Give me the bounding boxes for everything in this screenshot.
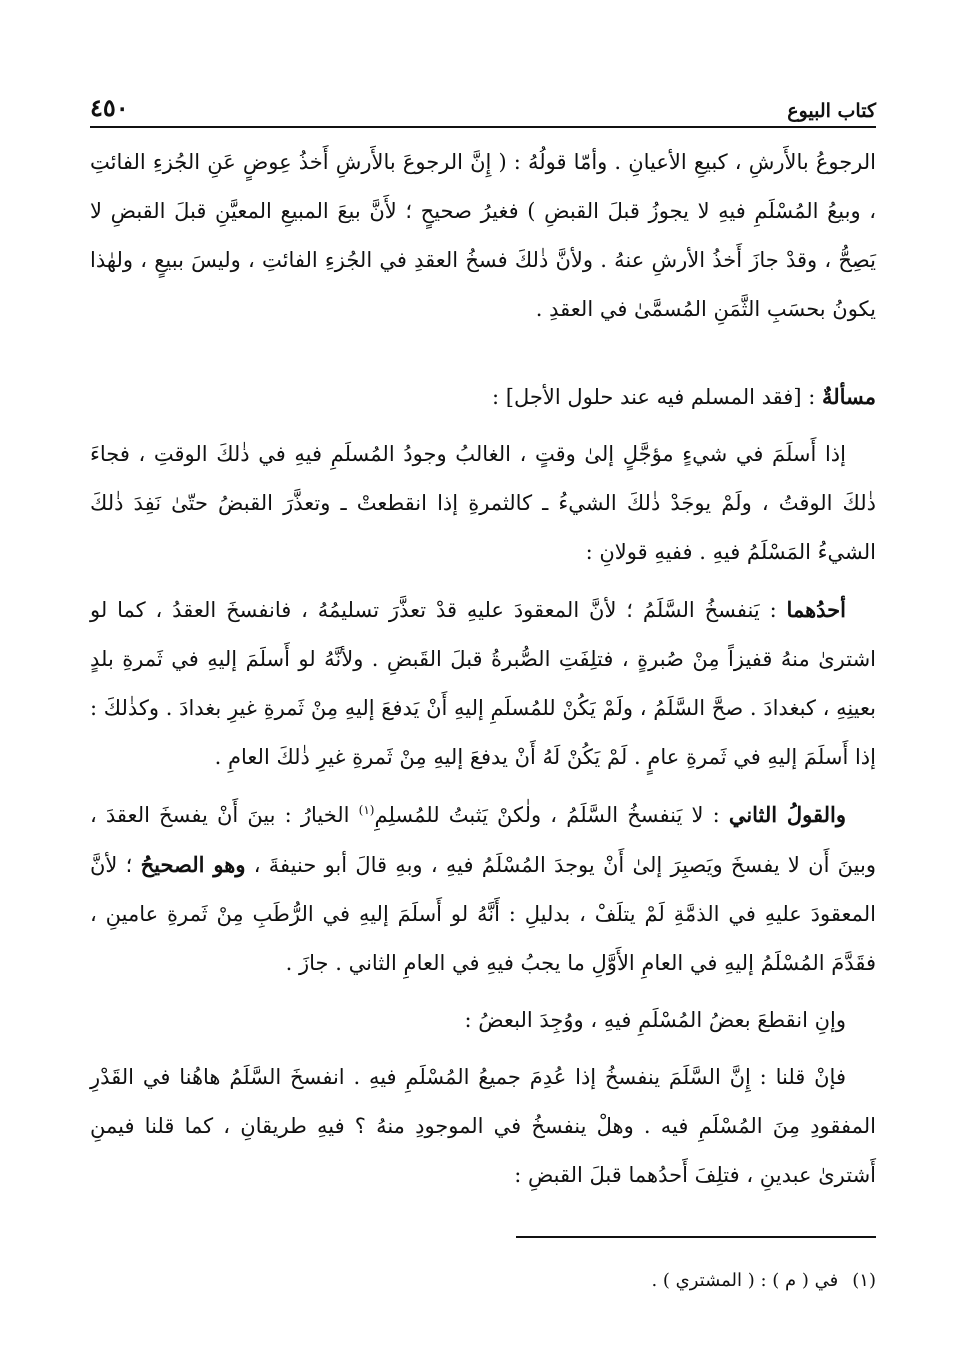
paragraph-arsh: الرجوعُ بالأَرشِ ، كبيعِ الأعيانِ . وأمّا قولُهُ : ( إِنَّ الرجوعَ بالأَرشِ أَخذُ عِوضٍ عَنِ الجُزءِ الفائتِ ، وبيعُ المُسْلَمِ فيهِ لا يجوزُ قبلَ القبضِ ) فغيرُ صحيحٍ ؛ لأَنَّ بيعَ المبيعِ المعيَّنِ قبلَ القبضِ لا يَصِحُّ ، وقدْ جازَ أَخذُ الأرشِ عنهُ . ولأنَّ ذٰلكَ فسخُ العقدِ في الجُزءِ الفائتِ ، وليسَ ببيعٍ ، ولهٰذا يكونُ بحسَبِ الثَّمَنِ المُسمَّىٰ في العقدِ . bbox=[90, 150, 876, 321]
paragraph-partial-loss-ruling: فإنْ قلنا : إِنَّ السَّلَمَ ينفسخُ إذا عُدِمَ جميعُ المُسْلَمِ فيهِ . انفسخَ السَّلَمُ هاهُنا في القَدْرِ المفقودِ مِنَ المُسْلَمِ فيه . وهلْ ينفسخُ في الموجودِ منهُ ؟ فيهِ طريقانِ ، كما قلنا فيمنِ أَشترىٰ عبدينِ ، فتلِفَ أَحدُهما قبلَ القبضِ : bbox=[90, 1065, 876, 1187]
footnote bbox=[90, 1266, 876, 1296]
book-title: كتاب البيوع bbox=[787, 100, 876, 122]
second-opinion-text-a: : لا يَنفسخُ السَّلَمُ ، ولٰكنْ يَثبتُ للمُسلِمِ bbox=[374, 803, 729, 827]
second-opinion-text-b: الخيارُ : بينَ أَنْ يفسخَ العقدَ ، وبينَ أَن لا يفسخَ ويَصبِرَ إلىٰ أَنْ يوجدَ المُسْلَمُ فيهِ ، وبهِ قالَ أبو حنيفةَ ، bbox=[90, 803, 876, 877]
masala-heading bbox=[90, 372, 876, 422]
book-page bbox=[90, 86, 876, 1346]
page-body bbox=[90, 138, 876, 1200]
paragraph-masala-intro: إذا أَسلَمَ في شيءٍ مؤجَّلٍ إلىٰ وقتٍ ، الغالبُ وجودُ المُسلَمِ فيهِ في ذٰلكَ الوقتِ ، فجاءَ ذٰلكَ الوقتُ ، ولَمْ يوجَدْ ذٰلكَ الشيءُ ـ كالثمرةِ إذا انقطعتْ ـ وتعذَّرَ القبضُ حتّىٰ نَفِدَ ذٰلكَ الشيءُ المَسْلَمُ فيهِ . ففيهِ قولانِ : bbox=[90, 442, 876, 564]
footnote-divider bbox=[516, 1236, 876, 1238]
page-number: ٤٥٠ bbox=[90, 93, 129, 122]
paragraph-partial-loss: وإنِ انقطعَ بعضُ المُسْلَمِ فيهِ ، ووُجِدَ البعضُ : bbox=[464, 1008, 846, 1032]
footnote-number: (١) bbox=[852, 1270, 876, 1291]
first-opinion-text: : يَنفسخُ السَّلَمُ ؛ لأنَّ المعقودَ عليهِ قدْ تعذَّرَ تسليمُهُ ، فانفسخَ العقدُ ، كما لو اشترىٰ منهُ قفيزاً مِنْ صُبرةٍ ، فتلِفَتِ الصُّبرةُ قبلَ القَبضِ . ولأنَّهُ لو أَسلَمَ إليهِ في ثَمرةِ بلدٍ بعينِهِ ، كبغدادَ . صحَّ السَّلَمُ ، ولَمْ يَكُنْ للمُسلَمِ إليهِ أَنْ يَدفعَ إليهِ مِنْ ثَمرةِ غيرِ بغدادَ . وكذٰلكَ : إذا أَسلَمَ إليهِ في ثَمرةِ عامٍ . لَمْ يَكُنْ لَهُ أَنْ يدفعَ إليهِ مِنْ ثَمرةِ غيرِ ذٰلكَ العامِ . bbox=[90, 598, 876, 769]
footnote-text: في ( م ) : ( المشتري ) . bbox=[651, 1270, 839, 1291]
paragraph-second-opinion bbox=[90, 790, 876, 988]
second-opinion-text-c: ؛ لأنَّ المعقودَ عليهِ في الذمَّةِ لَمْ يتلَفْ ، بدليلِ : أَنَّهُ لو أَسلَمَ إليهِ في الرُّطَبِ مِنْ ثَمرةِ عامينِ ، فقَدَّمَ المُسْلَمُ إليهِ في العامِ الأَوَّلِ ما يجبُ فيهِ في العامِ الثاني . جازَ . bbox=[90, 853, 876, 975]
second-opinion-label: والقولُ الثاني bbox=[728, 802, 847, 827]
masala-label: مسألةٌ bbox=[821, 384, 876, 409]
masala-title: : [فقد المسلم فيه عند حلول الأجل] : bbox=[492, 385, 822, 409]
page-header bbox=[90, 86, 876, 128]
correct-opinion-label: وهو الصحيحُ bbox=[140, 852, 246, 877]
footnote-reference: (١) bbox=[358, 803, 375, 817]
first-opinion-label: أحدُهما bbox=[786, 597, 846, 622]
paragraph-first-opinion bbox=[90, 585, 876, 782]
